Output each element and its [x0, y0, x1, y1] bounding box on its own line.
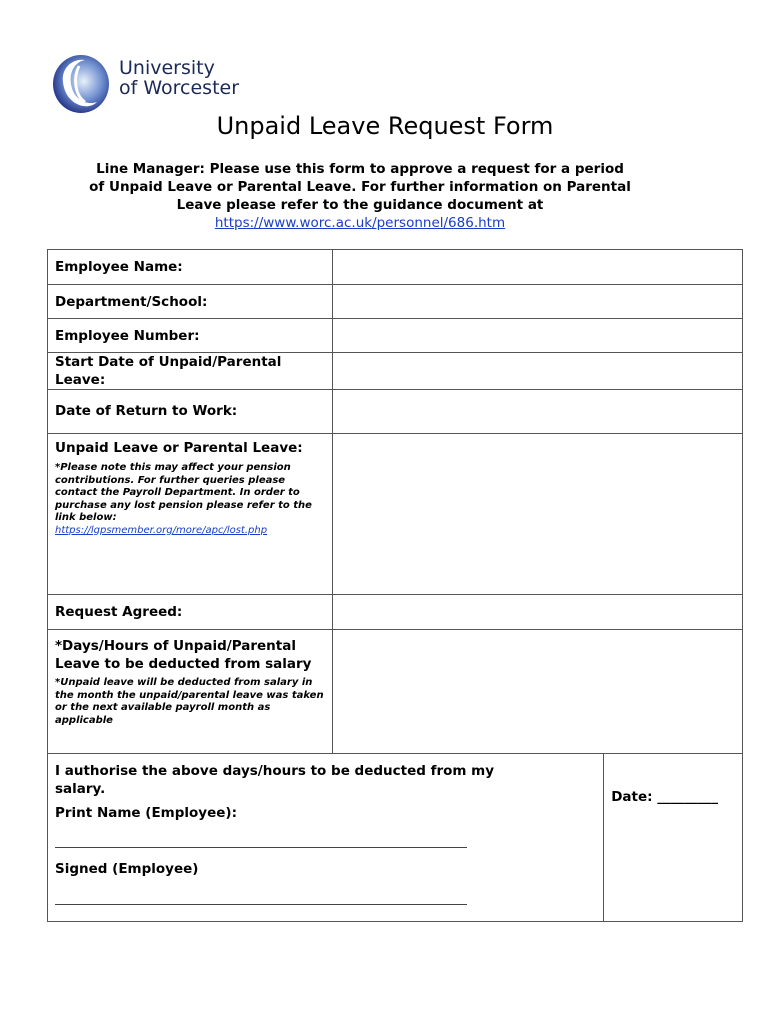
date-cell[interactable] — [604, 754, 743, 922]
employee-name-label: Employee Name: — [55, 259, 183, 275]
request-agreed-label: Request Agreed: — [55, 604, 183, 620]
intro-line: of Unpaid Leave or Parental Leave. For further information on Parental — [89, 179, 631, 195]
logo-line-university: University — [119, 57, 215, 79]
intro-text — [40, 160, 680, 232]
row-request-agreed — [48, 595, 743, 630]
request-agreed-field[interactable] — [333, 595, 743, 630]
days-hours-field[interactable] — [333, 630, 743, 754]
row-return-date — [48, 390, 743, 434]
start-date-field[interactable] — [333, 353, 743, 390]
signature-line[interactable] — [55, 903, 467, 905]
logo-wordmark — [119, 58, 239, 98]
deduction-note: *Unpaid leave will be deducted from salary in the month the unpaid/parental leave was taken or the next available payroll month as applicable — [55, 677, 324, 726]
row-employee-name — [48, 250, 743, 285]
university-logo — [49, 52, 259, 116]
pension-note: *Please note this may affect your pension contributions. For further queries please contact the Payroll Department. In order to purchase any lost pension please refer to the link below: — [55, 462, 312, 523]
return-date-field[interactable] — [333, 390, 743, 434]
logo-emblem-icon — [49, 52, 113, 116]
start-date-label: Start Date of Unpaid/Parental Leave: — [55, 354, 282, 388]
department-label: Department/School: — [55, 294, 208, 310]
signed-label: Signed (Employee) — [55, 861, 199, 877]
department-field[interactable] — [333, 285, 743, 319]
intro-line: Leave please refer to the guidance document at — [176, 197, 544, 213]
row-days-hours — [48, 630, 743, 754]
guidance-link[interactable]: https://www.worc.ac.uk/personnel/686.htm — [214, 215, 506, 231]
row-employee-number — [48, 319, 743, 353]
leave-type-field[interactable] — [333, 434, 743, 595]
days-hours-label: *Days/Hours of Unpaid/Parental Leave to be deducted from salary — [55, 638, 312, 672]
authorisation-cell — [48, 754, 604, 922]
authorise-statement: I authorise the above days/hours to be deducted from my salary. — [55, 763, 495, 797]
row-authorisation — [48, 754, 743, 922]
pension-link[interactable]: https://lgpsmember.org/more/apc/lost.php — [55, 524, 268, 536]
row-start-date — [48, 353, 743, 390]
return-date-label: Date of Return to Work: — [55, 403, 238, 419]
employee-number-label: Employee Number: — [55, 328, 200, 344]
row-leave-type — [48, 434, 743, 595]
leave-form-table — [47, 249, 743, 922]
leave-type-label: Unpaid Leave or Parental Leave: — [55, 440, 303, 456]
page-title: Unpaid Leave Request Form — [216, 112, 554, 140]
employee-number-field[interactable] — [333, 319, 743, 353]
employee-name-field[interactable] — [333, 250, 743, 285]
row-department — [48, 285, 743, 319]
print-name-line[interactable] — [55, 846, 467, 848]
print-name-label: Print Name (Employee): — [55, 805, 237, 821]
intro-line: Line Manager: Please use this form to approve a request for a period — [96, 161, 624, 177]
logo-line-worcester: of Worcester — [119, 77, 240, 99]
date-label: Date: _________ — [611, 789, 718, 805]
